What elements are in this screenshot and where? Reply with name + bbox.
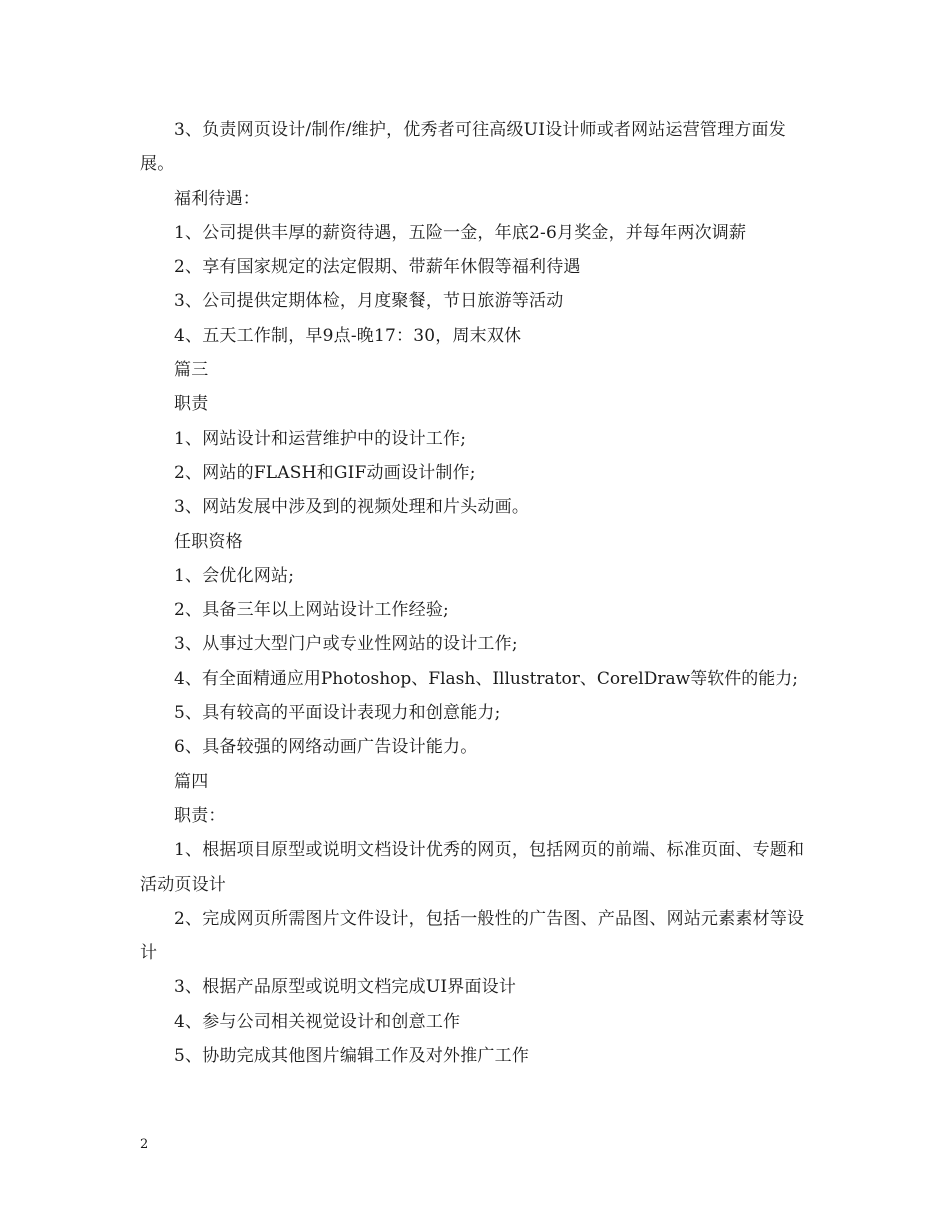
- benefit-item-2: 2、享有国家规定的法定假期、带薪年休假等福利待遇: [174, 257, 581, 278]
- heading-benefits: 福利待遇：: [174, 188, 260, 209]
- page-number: 2: [140, 1137, 149, 1152]
- heading-qualifications: 任职资格: [174, 531, 243, 552]
- document-body: [140, 113, 812, 1073]
- duty-part-4-item-2: 2、完成网页所需图片文件设计，包括一般性的广告图、产品图、网站元素素材等设计: [140, 908, 805, 964]
- qualification-item-4: 4、有全面精通应用Photoshop、Flash、Illustrator、CorelDraw等软件的能力;: [174, 668, 798, 689]
- paragraph-design-duty-3: 3、负责网页设计/制作/维护，优秀者可往高级UI设计师或者网站运营管理方面发展。: [140, 120, 786, 175]
- heading-duties-part-4: 职责：: [174, 805, 226, 826]
- duty-part-4-item-5: 5、协助完成其他图片编辑工作及对外推广工作: [174, 1046, 530, 1067]
- section-heading-part-3: 篇三: [174, 360, 209, 381]
- benefit-item-4: 4、五天工作制，早9点-晚17：30，周末双休: [174, 325, 522, 346]
- duty-part-4-item-4: 4、参与公司相关视觉设计和创意工作: [174, 1011, 461, 1032]
- qualification-item-2: 2、具备三年以上网站设计工作经验;: [174, 600, 449, 621]
- duty-item-2: 2、网站的FLASH和GIF动画设计制作;: [174, 462, 476, 483]
- section-heading-part-4: 篇四: [174, 771, 209, 792]
- benefit-item-3: 3、公司提供定期体检，月度聚餐，节日旅游等活动: [174, 291, 564, 312]
- heading-duties: 职责: [174, 394, 209, 415]
- qualification-item-1: 1、会优化网站;: [174, 565, 295, 586]
- duty-part-4-item-3: 3、根据产品原型或说明文档完成UI界面设计: [174, 977, 517, 998]
- benefit-item-1: 1、公司提供丰厚的薪资待遇，五险一金，年底2-6月奖金，并每年两次调薪: [174, 222, 747, 243]
- duty-item-3: 3、网站发展中涉及到的视频处理和片头动画。: [174, 497, 530, 518]
- duty-part-4-item-1: 1、根据项目原型或说明文档设计优秀的网页，包括网页的前端、标准页面、专题和活动页设计: [140, 840, 805, 895]
- duty-item-1: 1、网站设计和运营维护中的设计工作;: [174, 428, 467, 449]
- qualification-item-5: 5、具有较高的平面设计表现力和创意能力;: [174, 703, 501, 724]
- qualification-item-3: 3、从事过大型门户或专业性网站的设计工作;: [174, 634, 518, 655]
- qualification-item-6: 6、具备较强的网络动画广告设计能力。: [174, 737, 478, 758]
